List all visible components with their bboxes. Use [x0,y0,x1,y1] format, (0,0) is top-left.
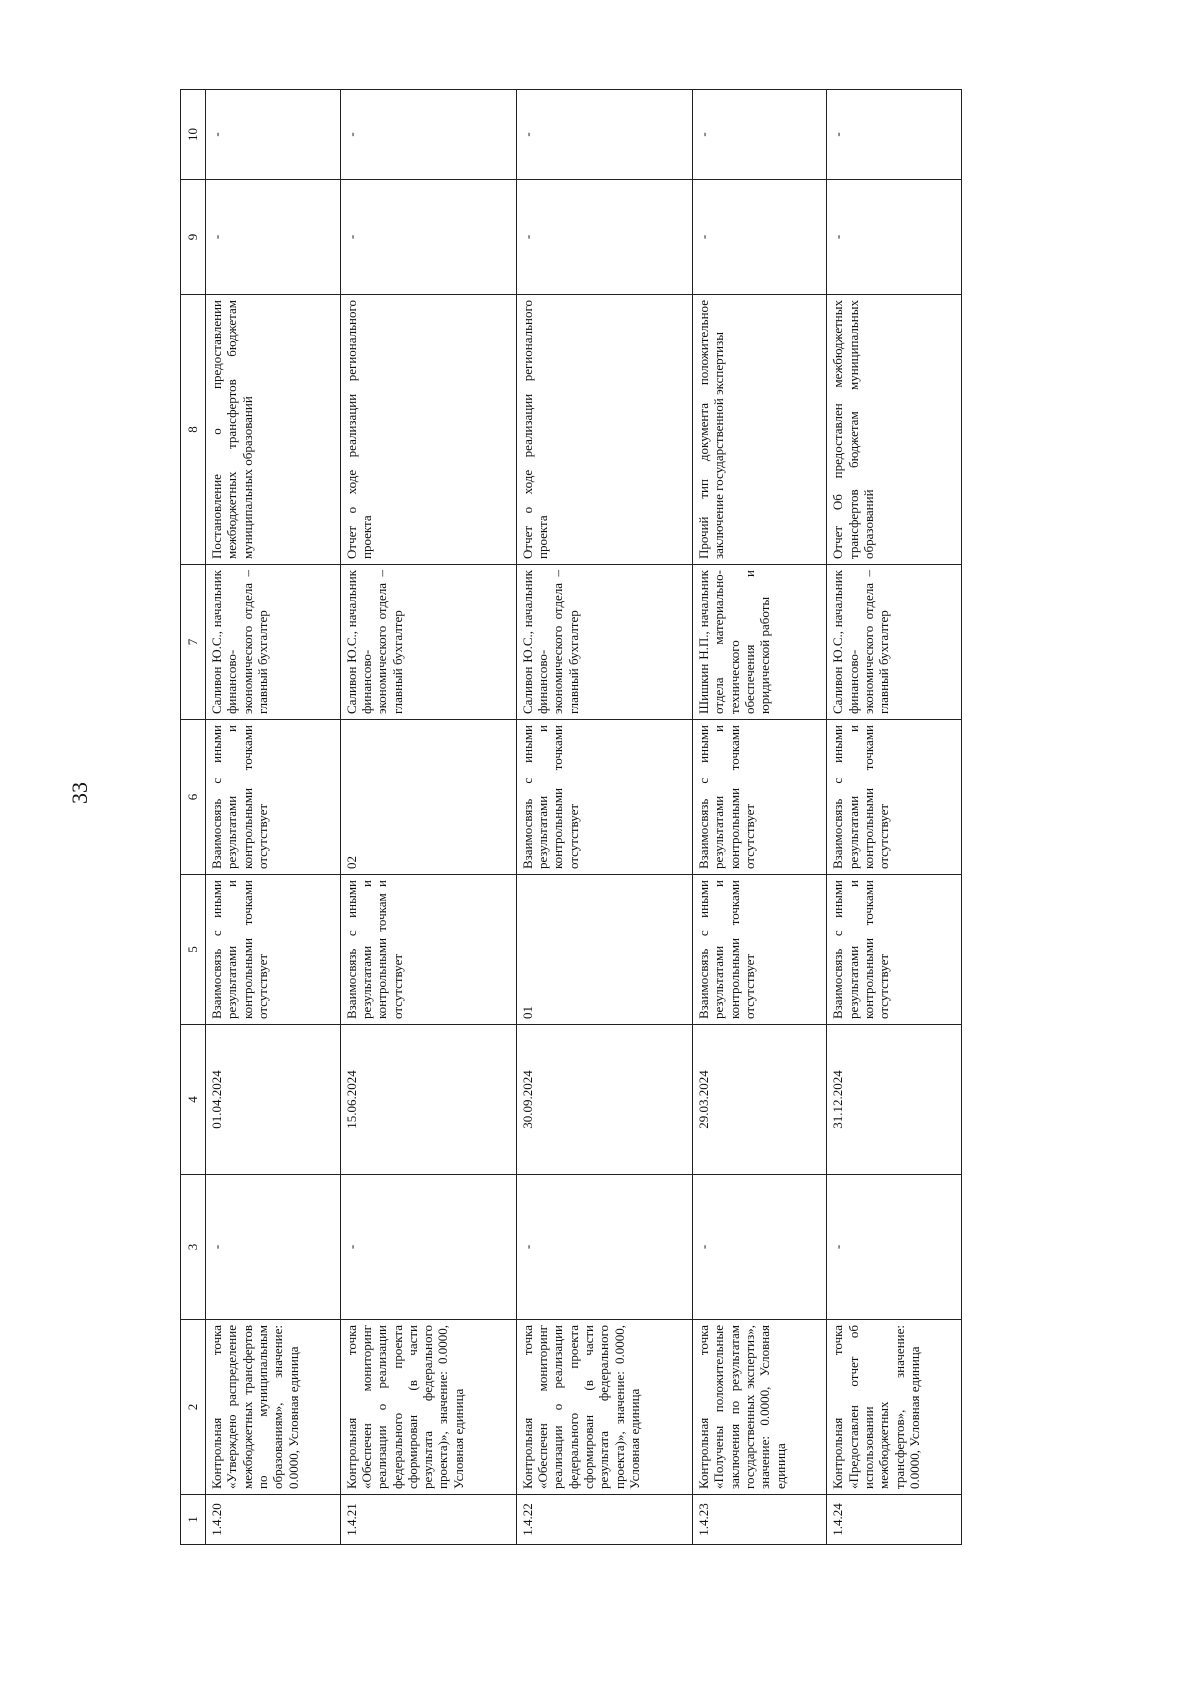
row-number: 1.4.21 [340,1495,516,1545]
header-cell: 5 [181,875,206,1025]
header-cell: 7 [181,565,206,720]
row-number: 1.4.22 [516,1495,692,1545]
cell-col9: - [340,180,516,295]
responsible-person: Саливон Ю.С., начальник финансово-экономического отдела – главный бухгалтер [340,565,516,720]
table-row [206,90,341,1545]
deadline-date: 01.04.2024 [206,1025,341,1175]
deadline-date: 15.06.2024 [340,1025,516,1175]
document-type: Отчет Об предоставлен межбюджетных трансфертов бюджетам муниципальных образований [827,295,962,565]
relation-prev: Взаимосвязь с иными результатами и контрольными точками отсутствует [206,875,341,1025]
table-row [692,90,827,1545]
relation-prev: Взаимосвязь с иными результатами и контрольными точками отсутствует [827,875,962,1025]
row-number: 1.4.24 [827,1495,962,1545]
header-cell: 6 [181,720,206,875]
relation-next: 02 [340,720,516,875]
header-cell: 4 [181,1025,206,1175]
deadline-date: 29.03.2024 [692,1025,827,1175]
header-row [181,90,206,1545]
control-points-table [180,89,962,1545]
relation-prev: Взаимосвязь с иными результатами и контрольными точками отсутствует [692,875,827,1025]
deadline-date: 31.12.2024 [827,1025,962,1175]
cell-col9: - [206,180,341,295]
row-number: 1.4.20 [206,1495,341,1545]
table-row [827,90,962,1545]
cell-col3: - [340,1175,516,1320]
header-cell: 2 [181,1320,206,1495]
cell-col3: - [827,1175,962,1320]
cell-col10: - [692,90,827,180]
header-cell: 3 [181,1175,206,1320]
relation-prev: Взаимосвязь с иными результатами и контрольными точкам и отсутствует [340,875,516,1025]
row-number: 1.4.23 [692,1495,827,1545]
control-point-name: Контрольная точка «Утверждено распределение межбюджетных трансфертов по муниципальным образованиям», значение: 0.0000, Условная единица [206,1320,341,1495]
cell-col10: - [516,90,692,180]
control-point-name: Контрольная точка «Обеспечен мониторинг реализации о реализации федерального проекта сформирован (в части результата федерального проекта)», значение: 0.0000, Условная единица [340,1320,516,1495]
document-type: Отчет о ходе реализации регионального проекта [516,295,692,565]
header-cell: 1 [181,1495,206,1545]
responsible-person: Шишкин Н.П., начальник отдела материально-технического обеспечения и юридической работы [692,565,827,720]
deadline-date: 30.09.2024 [516,1025,692,1175]
rotated-table-container [180,90,962,1545]
cell-col3: - [206,1175,341,1320]
relation-next: Взаимосвязь с иными результатами и контрольными точками отсутствует [206,720,341,875]
cell-col3: - [516,1175,692,1320]
cell-col3: - [692,1175,827,1320]
page-number: 33 [67,782,92,804]
document-type: Прочий тип документа положительное заключение государственной экспертизы [692,295,827,565]
control-point-name: Контрольная точка «Предоставлен отчет об использовании межбюджетных трансфертов», значение: 0.0000, Условная единица [827,1320,962,1495]
cell-col10: - [827,90,962,180]
cell-col9: - [692,180,827,295]
cell-col9: - [516,180,692,295]
table-row [340,90,516,1545]
responsible-person: Саливон Ю.С., начальник финансово-экономического отдела – главный бухгалтер [516,565,692,720]
header-cell: 9 [181,180,206,295]
control-point-name: Контрольная точка «Обеспечен мониторинг реализации о реализации федерального проекта сформирован (в части результата федерального проекта)», значение: 0.0000, Условная единица [516,1320,692,1495]
relation-next: Взаимосвязь с иными результатами и контрольными точками отсутствует [692,720,827,875]
table-row [516,90,692,1545]
relation-prev: 01 [516,875,692,1025]
cell-col10: - [206,90,341,180]
cell-col10: - [340,90,516,180]
relation-next: Взаимосвязь с иными результатами и контрольными точками отсутствует [827,720,962,875]
responsible-person: Саливон Ю.С., начальник финансово-экономического отдела – главный бухгалтер [206,565,341,720]
responsible-person: Саливон Ю.С., начальник финансово-экономического отдела – главный бухгалтер [827,565,962,720]
control-point-name: Контрольная точка «Получены положительные заключения по результатам государственных экспертиз», значение: 0.0000, Условная единица [692,1320,827,1495]
header-cell: 8 [181,295,206,565]
header-cell: 10 [181,90,206,180]
document-type: Отчет о ходе реализации регионального проекта [340,295,516,565]
relation-next: Взаимосвязь с иными результатами и контрольными точками отсутствует [516,720,692,875]
cell-col9: - [827,180,962,295]
document-type: Постановление о предоставлении межбюджетных трансфертов бюджетам муниципальных образований [206,295,341,565]
